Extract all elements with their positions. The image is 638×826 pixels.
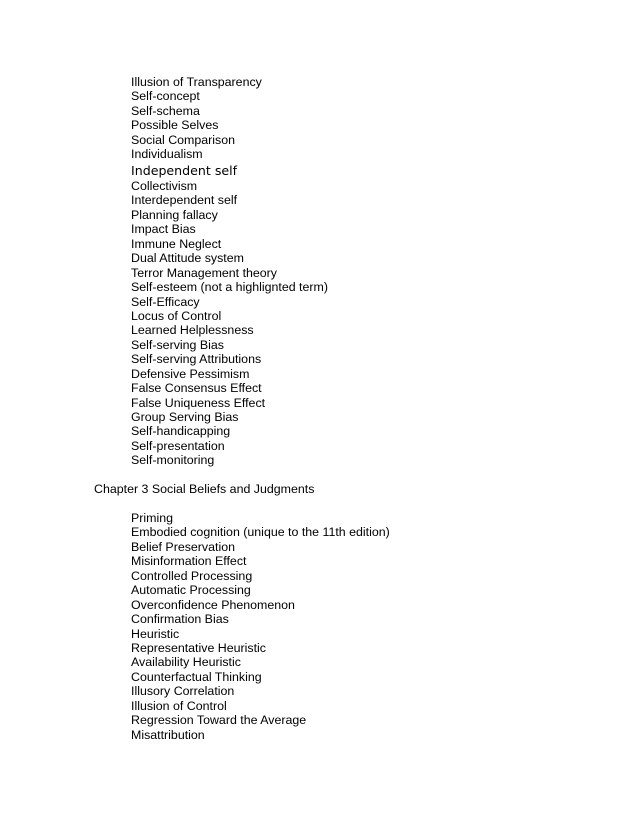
term-item: Social Comparison — [131, 132, 235, 147]
term-item: Learned Helplessness — [131, 323, 254, 338]
term-item: Planning fallacy — [131, 207, 218, 222]
term-item: Independent self — [131, 162, 238, 178]
term-item: Belief Preservation — [131, 539, 235, 554]
term-item: Self-presentation — [131, 438, 225, 453]
term-item: Illusion of Control — [131, 698, 227, 713]
term-item: Illusory Correlation — [131, 684, 235, 699]
term-item: Misattribution — [131, 727, 205, 742]
chapter2-term-list — [131, 75, 328, 468]
term-item: Defensive Pessimism — [131, 366, 250, 381]
term-item: Self-serving Bias — [131, 337, 224, 352]
term-item: Self-schema — [131, 103, 200, 118]
term-item: Overconfidence Phenomenon — [131, 597, 295, 612]
term-item: False Uniqueness Effect — [131, 395, 266, 410]
term-item: Individualism — [131, 147, 203, 162]
term-item: Dual Attitude system — [131, 251, 244, 266]
term-item: Regression Toward the Average — [131, 713, 307, 728]
term-item: Representative Heuristic — [131, 640, 266, 655]
term-item: Immune Neglect — [131, 236, 222, 251]
term-item: Self-Efficacy — [131, 294, 200, 309]
term-item: Automatic Processing — [131, 583, 251, 598]
term-item: Impact Bias — [131, 222, 196, 237]
term-item: Controlled Processing — [131, 568, 253, 583]
term-item: Availability Heuristic — [131, 655, 241, 670]
term-item: Self-handicapping — [131, 424, 231, 439]
chapter3-term-list — [131, 511, 390, 742]
term-item: Illusion of Transparency — [131, 75, 262, 89]
term-item: Self-esteem (not a highlignted term) — [131, 280, 328, 295]
term-item: Possible Selves — [131, 118, 219, 133]
term-item: Terror Management theory — [131, 265, 278, 280]
term-item: False Consensus Effect — [131, 381, 262, 396]
term-item: Confirmation Bias — [131, 612, 229, 627]
term-item: Group Serving Bias — [131, 410, 239, 425]
term-item: Self-serving Attributions — [131, 352, 262, 367]
term-item: Self-concept — [131, 89, 200, 104]
term-item: Locus of Control — [131, 308, 222, 323]
term-item: Priming — [131, 511, 173, 525]
term-item: Misinformation Effect — [131, 554, 247, 569]
term-item: Heuristic — [131, 626, 180, 641]
chapter3-heading: Chapter 3 Social Beliefs and Judgments — [94, 482, 315, 496]
term-item: Interdependent self — [131, 193, 238, 208]
term-item: Counterfactual Thinking — [131, 669, 262, 684]
term-item: Embodied cognition (unique to the 11th edition) — [131, 525, 390, 540]
term-item: Self-monitoring — [131, 453, 215, 468]
term-item: Collectivism — [131, 179, 198, 194]
